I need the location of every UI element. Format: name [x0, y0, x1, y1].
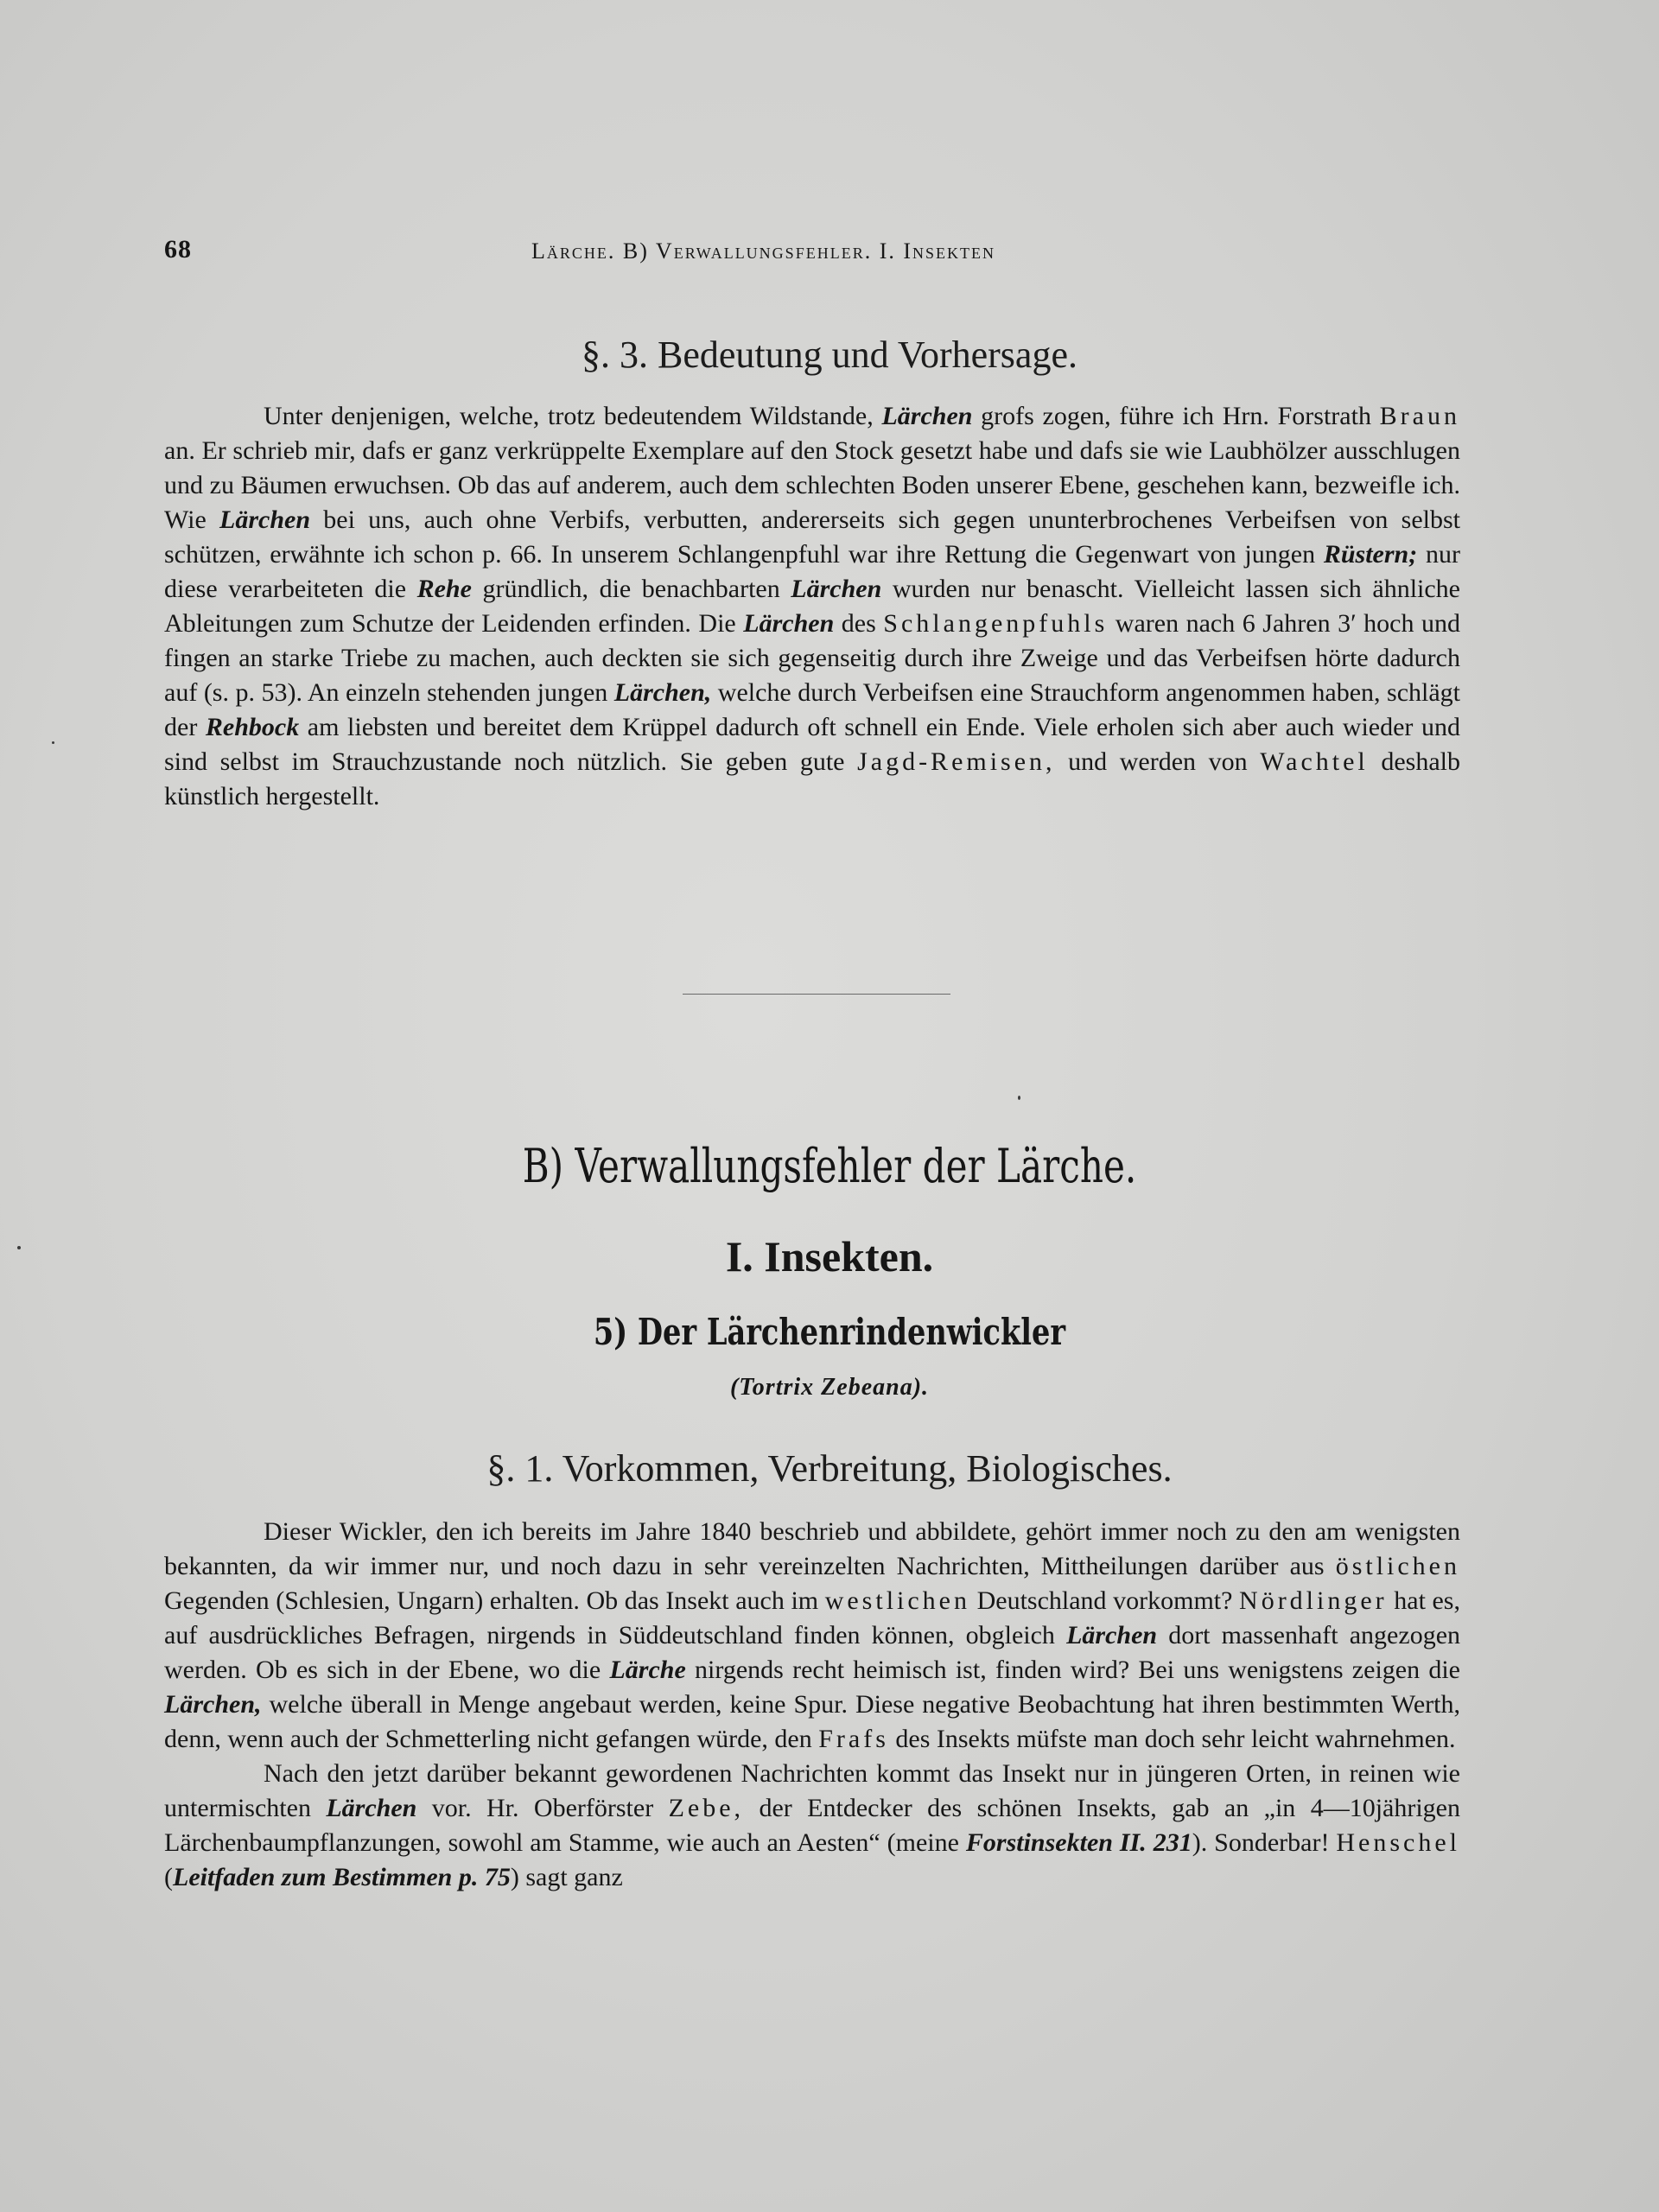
text-run: Dieser Wickler, den ich bereits im Jahre 1840 beschrieb und abbildete, gehört immer noch zu den am wenigsten bekannten, da wir immer nur, und noch dazu in sehr vereinzelten Nachrichten, Mittheilungen darüber aus — [164, 1517, 1460, 1580]
latin-name: (Tortrix Zebeana). — [729, 1374, 930, 1401]
running-head: Lärche. B) Verwallungsfehler. I. Insekten — [531, 238, 996, 264]
text-run: der Entdecker des schönen Insekts, gab an „in 4—10jährigen Lärchenbaumpflanzungen, sowohl am Stamme, wie auch an Aesten“ (meine — [164, 1794, 1460, 1857]
text-run: welche durch Verbeifsen eine Strauchform angenommen haben, schlägt der — [164, 678, 1460, 741]
text-run: Gegenden (Schlesien, Ungarn) erhalten. Ob das Insekt auch im — [164, 1586, 825, 1615]
text-run: dort massenhaft angezogen werden. Ob es sich in der Ebene, wo die — [164, 1621, 1461, 1684]
text-run: vor. Hr. Oberförster — [416, 1794, 669, 1822]
section-body-vorkommen — [164, 1515, 1460, 1895]
text-run: ( — [164, 1863, 173, 1891]
text-run: ) sagt ganz — [510, 1863, 623, 1891]
spaced-name: Braun — [1379, 402, 1460, 430]
text-run: welche überall in Menge angebaut werden, keine Spur. Diese negative Beobachtung hat ihren bestimmten Werth, denn, wenn auch der Schmetterling nicht gefangen würde, den — [164, 1690, 1460, 1753]
text-run: gründlich, die benachbarten — [471, 575, 791, 603]
text-run: waren nach 6 Jahren 3′ hoch und fingen an starke Triebe zu machen, auch deckten sie sich gegenseitig durch ihre Zweige und das Verbeifsen hörte dadurch auf (s. p. 53). An einzeln stehenden jungen — [164, 609, 1461, 707]
section-body-bedeutung — [164, 399, 1460, 814]
text-run: Nach den jetzt darüber bekannt gewordenen Nachrichten kommt das Insekt nur in jüngeren Orten, in reinen wie untermischten — [164, 1759, 1460, 1822]
text-run: Deutschland vorkommt? — [970, 1586, 1240, 1615]
paragraph — [164, 1757, 1460, 1895]
spaced-name: Henschel — [1336, 1828, 1461, 1857]
paper-speck — [52, 741, 54, 744]
text-run: an. Er schrieb mir, dafs er ganz verkrüppelte Exemplare auf den Stock gesetzt habe und dafs sie wie Laubhölzer ausschlugen und zu Bäumen erwuchsen. Ob das auf anderem, auch dem schlechten Boden unserer Ebene, geschehen kann, bezweifle ich. Wie — [164, 436, 1460, 534]
text-run: am liebsten und bereitet dem Krüppel dadurch oft schnell ein Ende. Viele erholen sich aber auch wieder und sind selbst im Strauchzustande noch nützlich. Sie geben gute — [164, 713, 1460, 776]
species-title: 5) Der Lärchenrindenwickler — [593, 1311, 1066, 1353]
paper-speck — [17, 1246, 21, 1249]
spaced-name: Nördlinger — [1239, 1586, 1388, 1615]
text-run: grofs zogen, führe ich Hrn. Forstrath — [972, 402, 1380, 430]
paper-speck — [1018, 1096, 1020, 1100]
text-run: nirgends recht heimisch ist, finden wird? Bei uns wenigstens zeigen die — [685, 1656, 1460, 1684]
emphasis: Lärchen — [791, 575, 882, 603]
text-run: des Insekts müfste man doch sehr leicht wahrnehmen. — [888, 1725, 1456, 1753]
spaced-word: östlichen — [1335, 1552, 1460, 1580]
text-run: des — [834, 609, 884, 638]
section-heading-vorkommen: §. 1. Vorkommen, Verbreitung, Biologisches. — [486, 1447, 1173, 1490]
emphasis: Rehe — [416, 575, 472, 603]
emphasis: Forstinsekten II. 231 — [965, 1828, 1192, 1857]
text-run: deshalb künstlich hergestellt. — [164, 747, 1461, 810]
emphasis: Lärchen — [881, 402, 973, 430]
text-run: nur diese verarbeiteten die — [164, 540, 1460, 603]
spaced-name: Schlangenpfuhls — [883, 609, 1109, 638]
emphasis: Lärchen — [743, 609, 835, 638]
emphasis: Lärchen — [326, 1794, 417, 1822]
section-divider — [683, 994, 950, 995]
spaced-name: Wachtel — [1260, 747, 1369, 776]
paragraph — [164, 399, 1460, 814]
emphasis: Rehbock — [205, 713, 300, 741]
chapter-title: I. Insekten. — [725, 1232, 934, 1281]
emphasis: Rüstern; — [1323, 540, 1418, 569]
section-heading-bedeutung: §. 3. Bedeutung und Vorhersage. — [582, 334, 1077, 376]
text-run: ). Sonderbar! — [1192, 1828, 1337, 1857]
emphasis: Lärche — [609, 1656, 686, 1684]
text-run: und werden von — [1055, 747, 1261, 776]
part-title: B) Verwallungsfehler der Lärche. — [522, 1139, 1137, 1193]
emphasis: Lärchen — [1066, 1621, 1158, 1649]
emphasis: Lärchen, — [164, 1690, 262, 1719]
page-header — [164, 235, 1478, 270]
text-run: wurden nur benascht. Vielleicht lassen sich ähnliche Ableitungen zum Schutze der Leidenden erfinden. Die — [164, 575, 1460, 638]
emphasis: Lärchen — [219, 505, 311, 534]
text-run: bei uns, auch ohne Verbifs, verbutten, andererseits sich gegen ununterbrochenes Verbeifsen von selbst schützen, erwähnte ich schon p. 66. In unserem Schlangenpfuhl war ihre Rettung die Gegenwart von jungen — [164, 505, 1461, 569]
emphasis: Leitfaden zum Bestimmen p. 75 — [173, 1863, 511, 1891]
emphasis: Lärchen, — [613, 678, 712, 707]
spaced-name: Zebe, — [668, 1794, 745, 1822]
spaced-name: Jagd-Remisen, — [857, 747, 1056, 776]
page-number: 68 — [164, 235, 192, 264]
text-run: hat es, auf ausdrückliches Befragen, nirgends in Süddeutschland finden können, obgleich — [164, 1586, 1460, 1649]
spaced-word: Frafs — [818, 1725, 889, 1753]
spaced-word: westlichen — [824, 1586, 970, 1615]
text-run: Unter denjenigen, welche, trotz bedeutendem Wildstande, — [264, 402, 882, 430]
paragraph — [164, 1515, 1460, 1757]
